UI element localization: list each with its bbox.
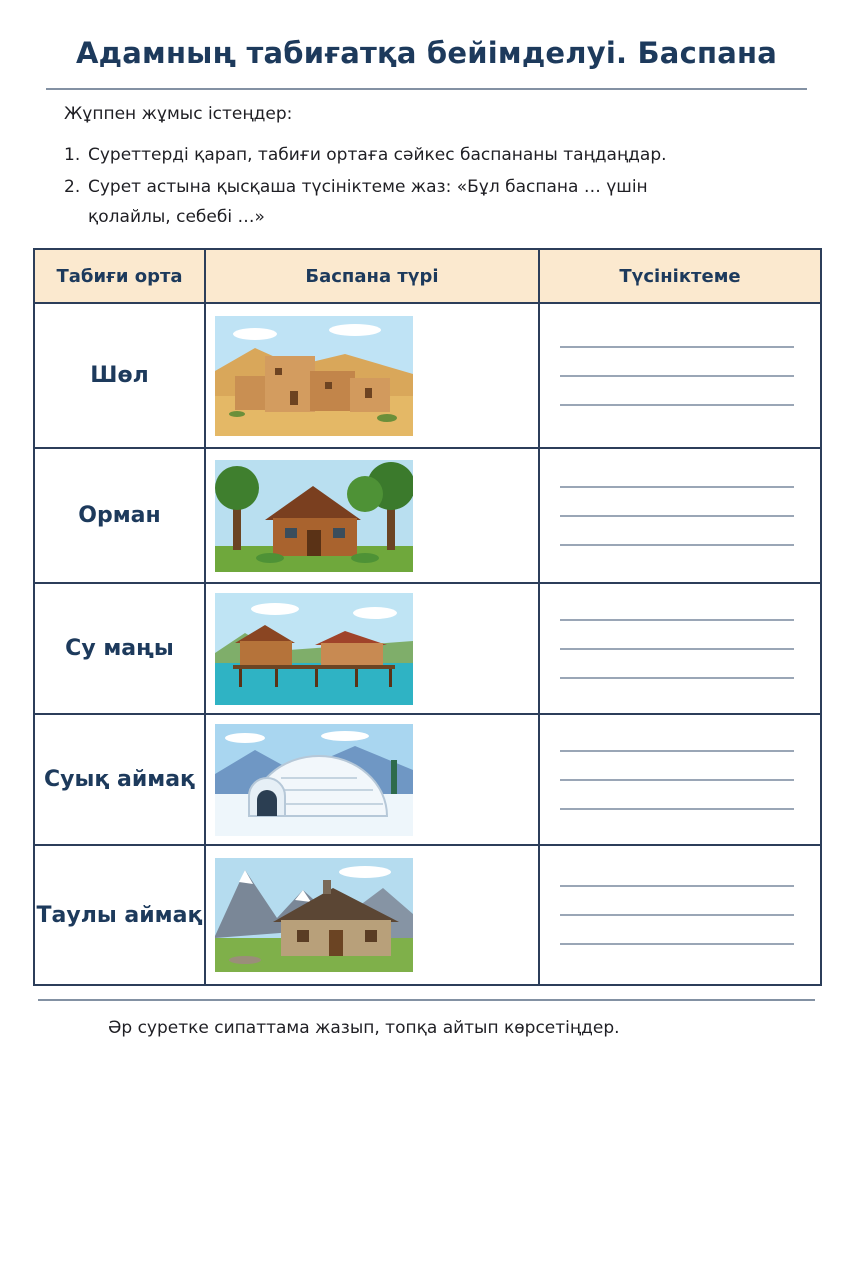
igloo-image bbox=[215, 724, 413, 836]
task-item-text: Сурет астына қысқаша түсініктеме жаз: «Бұл баспана … үшін қолайлы, себебі …» bbox=[88, 177, 648, 227]
table-row bbox=[34, 448, 821, 583]
task-item-number: 2. bbox=[64, 177, 81, 197]
answer-line[interactable] bbox=[560, 544, 794, 546]
page-title: Адамның табиғатқа бейімделуі. Баспана bbox=[76, 36, 777, 70]
stilt-houses-over-water-image bbox=[215, 593, 413, 705]
answer-line[interactable] bbox=[560, 885, 794, 887]
answer-line[interactable] bbox=[560, 346, 794, 348]
environment-mountain-region: Таулы аймақ bbox=[34, 845, 205, 985]
answer-line[interactable] bbox=[560, 486, 794, 488]
table-header-row bbox=[34, 249, 821, 303]
environment-desert: Шөл bbox=[34, 303, 205, 448]
environment-cold-region: Суық аймақ bbox=[34, 714, 205, 845]
task-item-number: 1. bbox=[64, 145, 81, 165]
answer-line[interactable] bbox=[560, 914, 794, 916]
task-item-text: Суреттерді қарап, табиғи ортаға сәйкес баспананы таңдаңдар. bbox=[88, 145, 667, 165]
answer-line[interactable] bbox=[560, 619, 794, 621]
comment-lines[interactable] bbox=[539, 845, 821, 985]
picture-cell bbox=[205, 583, 539, 714]
forest-log-cabin-image bbox=[215, 460, 413, 572]
picture-cell bbox=[205, 303, 539, 448]
answer-line[interactable] bbox=[560, 648, 794, 650]
answer-line[interactable] bbox=[560, 808, 794, 810]
answer-line[interactable] bbox=[560, 750, 794, 752]
task-item-1 bbox=[64, 140, 704, 170]
answer-line[interactable] bbox=[560, 943, 794, 945]
task-item-2 bbox=[64, 172, 704, 232]
table-row bbox=[34, 845, 821, 985]
footer-instruction: Әр суретке сипаттама жазып, топқа айтып көрсетіңдер. bbox=[108, 1018, 620, 1038]
footer-divider bbox=[38, 999, 815, 1001]
table-row bbox=[34, 303, 821, 448]
shelter-table bbox=[33, 248, 822, 986]
mountain-stone-house-image bbox=[215, 858, 413, 972]
task-intro: Жұппен жұмыс істеңдер: bbox=[64, 104, 293, 124]
task-list bbox=[64, 140, 704, 234]
desert-adobe-houses-image bbox=[215, 316, 413, 436]
answer-line[interactable] bbox=[560, 515, 794, 517]
picture-cell bbox=[205, 448, 539, 583]
environment-forest: Орман bbox=[34, 448, 205, 583]
answer-line[interactable] bbox=[560, 404, 794, 406]
answer-line[interactable] bbox=[560, 779, 794, 781]
header-comment: Түсініктеме bbox=[539, 249, 821, 303]
picture-cell bbox=[205, 845, 539, 985]
comment-lines[interactable] bbox=[539, 303, 821, 448]
answer-line[interactable] bbox=[560, 375, 794, 377]
answer-line[interactable] bbox=[560, 677, 794, 679]
comment-lines[interactable] bbox=[539, 714, 821, 845]
environment-near-water: Су маңы bbox=[34, 583, 205, 714]
header-shelter-type: Баспана түрі bbox=[205, 249, 539, 303]
comment-lines[interactable] bbox=[539, 448, 821, 583]
picture-cell bbox=[205, 714, 539, 845]
table-row bbox=[34, 714, 821, 845]
header-environment: Табиғи орта bbox=[34, 249, 205, 303]
comment-lines[interactable] bbox=[539, 583, 821, 714]
title-divider bbox=[46, 88, 807, 90]
table-row bbox=[34, 583, 821, 714]
